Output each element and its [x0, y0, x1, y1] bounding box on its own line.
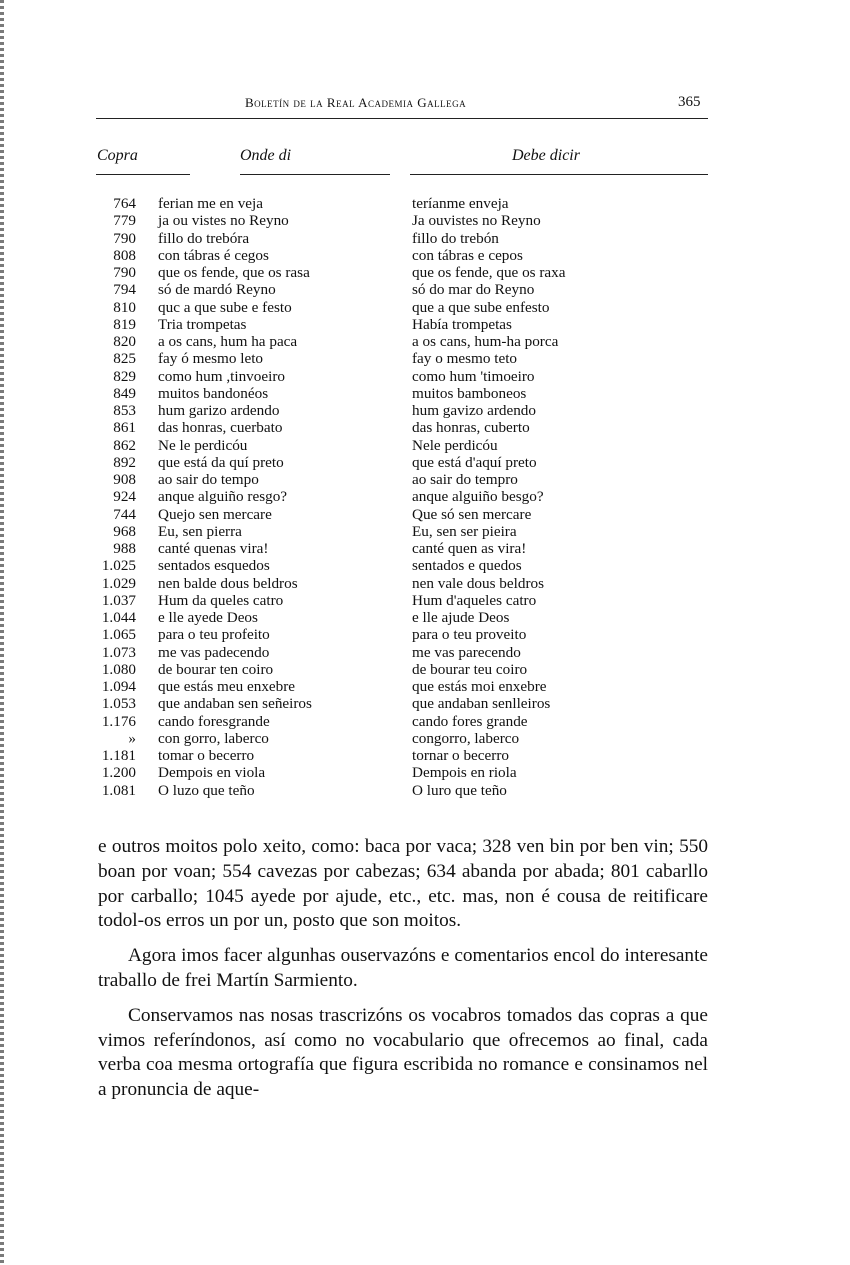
- column-rule: [240, 174, 390, 175]
- debe-dicir-cell: Ja ouvistes no Reyno: [412, 212, 541, 230]
- table-row: [90, 333, 672, 350]
- debe-dicir-cell: Hum d'aqueles catro: [412, 591, 537, 609]
- table-row: [90, 385, 672, 402]
- table-row: [90, 454, 672, 471]
- copra-number: 1.073: [101, 643, 136, 661]
- onde-di-cell: nen balde dous beldros: [158, 574, 298, 592]
- copra-number: 1.037: [101, 591, 136, 609]
- table-row: [90, 695, 672, 712]
- debe-dicir-cell: a os cans, hum-ha porca: [412, 333, 559, 350]
- onde-di-cell: hum garizo ardendo: [158, 402, 280, 419]
- copra-number: 1.025: [101, 557, 136, 575]
- onde-di-cell: Ne le perdicóu: [158, 436, 248, 454]
- header-rule: [96, 118, 708, 119]
- debe-dicir-cell: nen vale dous beldros: [412, 574, 545, 592]
- paragraph: Agora imos facer algunhas ouservazóns e comentarios encol do interesante traballo de frei Martín Sarmiento.: [98, 945, 708, 991]
- onde-di-cell: que os fende, que os rasa: [158, 264, 310, 281]
- debe-dicir-cell: Eu, sen ser pieira: [412, 522, 517, 540]
- copra-number: 819: [113, 315, 136, 333]
- onde-di-cell: ferian me en veja: [158, 195, 263, 212]
- scan-edge: [0, 0, 4, 1265]
- onde-di-cell: que está da quí preto: [158, 453, 284, 471]
- copra-number: 1.081: [101, 781, 136, 799]
- onde-di-cell: fillo do trebóra: [158, 229, 250, 247]
- onde-di-cell: ao sair do tempo: [158, 471, 259, 488]
- debe-dicir-cell: que os fende, que os raxa: [412, 264, 566, 281]
- debe-dicir-cell: Había trompetas: [412, 315, 512, 333]
- copra-number: 764: [113, 195, 136, 212]
- onde-di-cell: O luzo que teño: [158, 781, 255, 799]
- column-header-copra: Copra: [97, 147, 138, 164]
- onde-di-cell: con tábras é cegos: [158, 246, 269, 264]
- table-row: [90, 523, 672, 540]
- table-row: [90, 299, 672, 316]
- debe-dicir-cell: como hum 'timoeiro: [412, 367, 535, 385]
- debe-dicir-cell: que andaban senlleiros: [412, 695, 551, 713]
- table-row: [90, 402, 672, 419]
- onde-di-cell: tomar o becerro: [158, 747, 255, 764]
- copra-number: 1.080: [101, 660, 136, 678]
- onde-di-cell: ja ou vistes no Reyno: [158, 212, 289, 230]
- copra-number: 853: [113, 402, 136, 419]
- debe-dicir-cell: muitos bamboneos: [412, 384, 527, 402]
- onde-di-cell: para o teu profeito: [158, 626, 270, 644]
- onde-di-cell: me vas padecendo: [158, 643, 270, 661]
- table-row: [90, 557, 672, 574]
- table-row: [90, 626, 672, 643]
- onde-di-cell: que andaban sen señeiros: [158, 695, 312, 713]
- debe-dicir-cell: Nele perdicóu: [412, 436, 498, 454]
- onde-di-cell: quc a que sube e festo: [158, 298, 292, 316]
- onde-di-cell: como hum ,tinvoeiro: [158, 367, 285, 385]
- table-row: [90, 350, 672, 367]
- table-row: [90, 592, 672, 609]
- table-row: [90, 764, 672, 781]
- debe-dicir-cell: ao sair do tempro: [412, 471, 518, 488]
- debe-dicir-cell: O luro que teño: [412, 781, 507, 799]
- onde-di-cell: só de mardó Reyno: [158, 281, 276, 299]
- onde-di-cell: anque alguiño resgo?: [158, 488, 288, 506]
- debe-dicir-cell: que estás moi enxebre: [412, 678, 547, 695]
- onde-di-cell: Hum da queles catro: [158, 591, 284, 609]
- copra-number: 1.053: [101, 695, 136, 713]
- running-header: Boletín de la Real Academia Gallega: [245, 95, 467, 110]
- onde-di-cell: a os cans, hum ha paca: [158, 333, 298, 350]
- column-rule: [96, 174, 190, 175]
- copra-number: 790: [113, 264, 136, 281]
- debe-dicir-cell: que está d'aquí preto: [412, 453, 537, 471]
- table-row: [90, 471, 672, 488]
- debe-dicir-cell: fay o mesmo teto: [412, 350, 518, 368]
- copra-number: 820: [113, 333, 136, 350]
- copra-number: 1.065: [101, 626, 136, 644]
- copra-number: 861: [113, 419, 136, 437]
- copra-number: 862: [113, 436, 136, 454]
- table-row: [90, 247, 672, 264]
- onde-di-cell: e lle ayede Deos: [158, 609, 258, 626]
- table-row: [90, 368, 672, 385]
- copra-number: 794: [113, 281, 136, 299]
- debe-dicir-cell: fillo do trebón: [412, 229, 499, 247]
- debe-dicir-cell: que a que sube enfesto: [412, 298, 550, 316]
- table-row: [90, 713, 672, 730]
- onde-di-cell: cando foresgrande: [158, 712, 270, 730]
- copra-number: 908: [113, 471, 136, 488]
- debe-dicir-cell: só do mar do Reyno: [412, 281, 535, 299]
- onde-di-cell: con gorro, laberco: [158, 729, 269, 747]
- column-rule: [410, 174, 708, 175]
- debe-dicir-cell: para o teu proveito: [412, 626, 527, 644]
- copra-number: 1.029: [101, 574, 136, 592]
- debe-dicir-cell: Que só sen mercare: [412, 505, 532, 523]
- table-row: [90, 488, 672, 505]
- onde-di-cell: Tria trompetas: [158, 315, 247, 333]
- table-row: [90, 575, 672, 592]
- debe-dicir-cell: Dempois en riola: [412, 764, 517, 782]
- debe-dicir-cell: das honras, cuberto: [412, 419, 530, 437]
- debe-dicir-cell: tornar o becerro: [412, 747, 509, 764]
- table-row: [90, 195, 672, 212]
- table-row: [90, 281, 672, 298]
- copra-number: 849: [113, 384, 136, 402]
- table-row: [90, 609, 672, 626]
- onde-di-cell: sentados esquedos: [158, 557, 270, 575]
- debe-dicir-cell: e lle ajude Deos: [412, 609, 510, 626]
- column-header-onde-di: Onde di: [240, 147, 292, 164]
- table-row: [90, 316, 672, 333]
- copra-number: 1.094: [101, 678, 136, 695]
- debe-dicir-cell: con tábras e cepos: [412, 246, 523, 264]
- debe-dicir-cell: de bourar teu coiro: [412, 660, 528, 678]
- table-row: [90, 678, 672, 695]
- table-row: [90, 437, 672, 454]
- page-number: 365: [678, 94, 701, 110]
- onde-di-cell: Quejo sen mercare: [158, 505, 272, 523]
- debe-dicir-cell: sentados e quedos: [412, 557, 522, 575]
- debe-dicir-cell: anque alguiño besgo?: [412, 488, 544, 506]
- debe-dicir-cell: teríanme enveja: [412, 195, 509, 212]
- copra-number: 924: [113, 488, 136, 506]
- body-text: [98, 835, 708, 1113]
- table-row: [90, 644, 672, 661]
- copra-number: 744: [113, 505, 136, 523]
- debe-dicir-cell: cando fores grande: [412, 712, 528, 730]
- table-row: [90, 730, 672, 747]
- onde-di-cell: Dempois en viola: [158, 764, 266, 782]
- debe-dicir-cell: me vas parecendo: [412, 643, 521, 661]
- copra-number: 968: [113, 522, 136, 540]
- column-header-debe-dicir: Debe dicir: [512, 147, 580, 164]
- copra-number: 1.044: [101, 609, 136, 626]
- table-row: [90, 419, 672, 436]
- copra-number: 988: [113, 540, 136, 557]
- onde-di-cell: canté quenas vira!: [158, 540, 269, 557]
- paragraph: Conservamos nas nosas trascrizóns os vocabros tomados das copras a que vimos referíndonos, así como no vocabulario que ofrecemos ao final, cada verba coa mesma ortografía que figura escribida no romance e consinamos nel a pronuncia de aque-: [98, 1004, 708, 1101]
- copra-number: 1.200: [101, 764, 136, 782]
- copra-number: 892: [113, 453, 136, 471]
- copra-number: 790: [113, 229, 136, 247]
- debe-dicir-cell: hum gavizo ardendo: [412, 402, 536, 419]
- table-row: [90, 264, 672, 281]
- copra-number: 779: [113, 212, 136, 230]
- table-row: [90, 747, 672, 764]
- onde-di-cell: que estás meu enxebre: [158, 678, 296, 695]
- copra-number: 1.176: [101, 712, 136, 730]
- table-row: [90, 212, 672, 229]
- table-row: [90, 540, 672, 557]
- copra-number: 825: [113, 350, 136, 368]
- table-row: [90, 506, 672, 523]
- debe-dicir-cell: congorro, laberco: [412, 729, 520, 747]
- onde-di-cell: de bourar ten coiro: [158, 660, 274, 678]
- copra-number: »: [128, 729, 136, 747]
- onde-di-cell: muitos bandonéos: [158, 384, 269, 402]
- onde-di-cell: das honras, cuerbato: [158, 419, 283, 437]
- copra-number: 808: [113, 246, 136, 264]
- copra-number: 829: [113, 367, 136, 385]
- copra-number: 810: [113, 298, 136, 316]
- onde-di-cell: fay ó mesmo leto: [158, 350, 264, 368]
- errata-table: [90, 195, 672, 799]
- table-row: [90, 661, 672, 678]
- onde-di-cell: Eu, sen pierra: [158, 522, 242, 540]
- debe-dicir-cell: canté quen as vira!: [412, 540, 527, 557]
- table-row: [90, 782, 672, 799]
- copra-number: 1.181: [101, 747, 136, 764]
- paragraph: e outros moitos polo xeito, como: baca por vaca; 328 ven bin por ben vin; 550 boan por voan; 554 cavezas por cabezas; 634 abanda por abada; 801 cabarllo por carballo; 1045 ayede por ajude, etc., etc. mas, non é cousa de reitificare todol-os erros un por un, posto que son moitos.: [98, 836, 708, 932]
- table-row: [90, 230, 672, 247]
